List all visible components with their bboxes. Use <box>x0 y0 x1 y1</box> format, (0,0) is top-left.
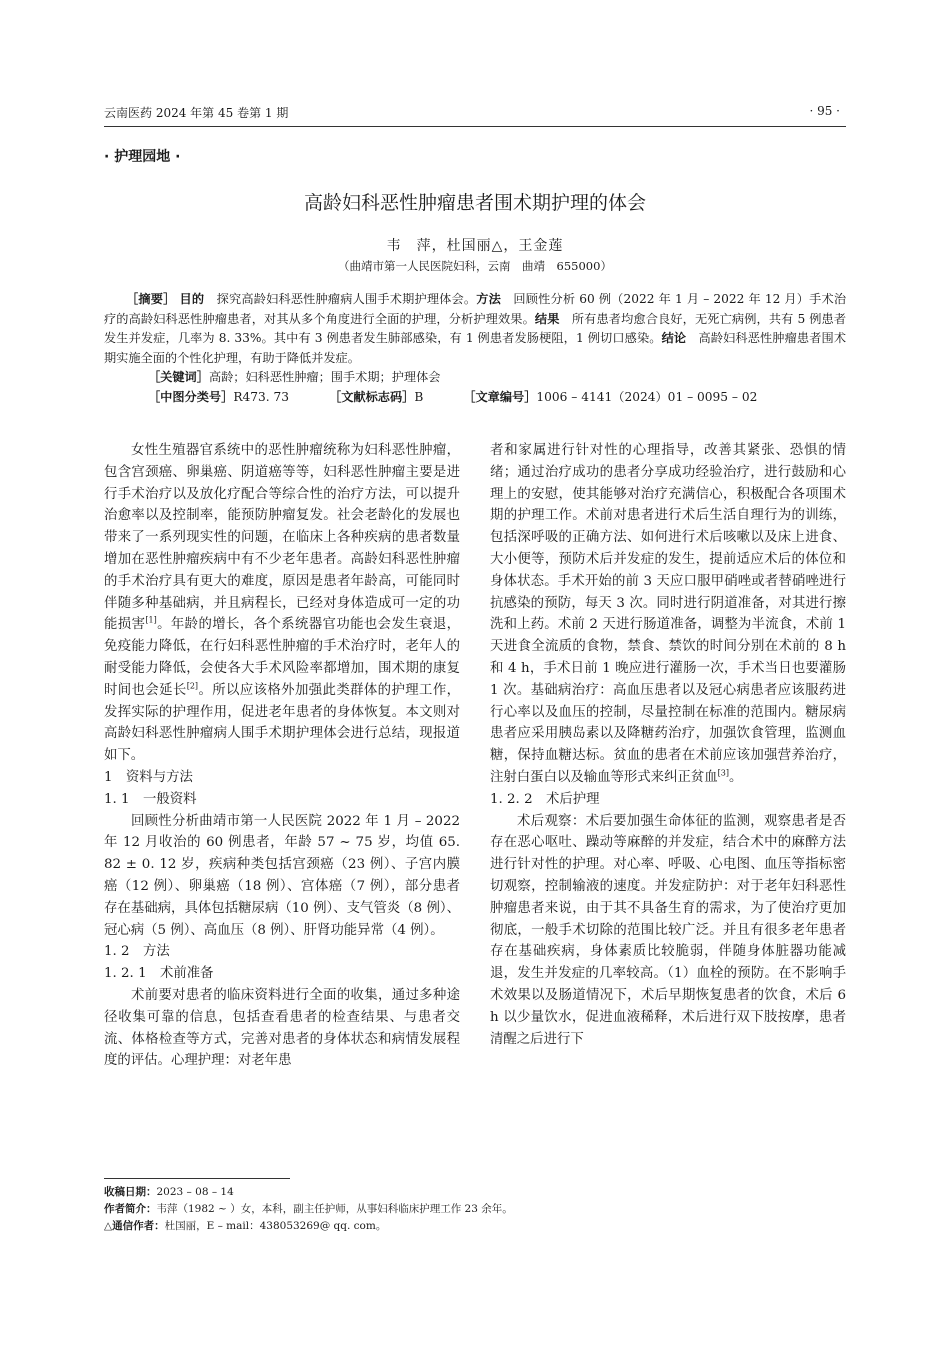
clc-label: ［中图分类号］ <box>148 389 234 404</box>
corresponding-label: △通信作者： <box>104 1220 165 1232</box>
intro-text-2: 。年龄的增长，各个系统器官功能也会发生衰退，免疫能力降低，在行妇科恶性肿瘤的手术治疗时，老年人的耐受能力降低，会使各大手术风险率都增加，围术期的康复时间也会延长 <box>104 617 460 698</box>
received-date-line <box>104 1184 513 1201</box>
heading-general-data: 1. 1 一般资料 <box>104 791 197 807</box>
affiliation: （曲靖市第一人民医院妇科，云南 曲靖 655000） <box>338 259 612 273</box>
page-number: · 95 · <box>809 104 840 118</box>
received-label: 收稿日期： <box>104 1186 157 1198</box>
journal-header: 云南医药 2024 年第 45 卷第 1 期 <box>104 106 289 120</box>
clc-value: R473. 73 <box>233 389 290 404</box>
author-bio-label: 作者简介： <box>104 1203 157 1215</box>
intro-paragraph <box>104 440 460 767</box>
heading-preop: 1. 2. 1 术前准备 <box>104 966 214 982</box>
heading-materials-methods: 1 资料与方法 <box>104 769 193 785</box>
postop-paragraph: 术后观察：术后要加强生命体征的监测，观察患者是否存在恶心呕吐、躁动等麻醉的并发症，结合术中的麻醉方法进行针对性的护理。对心率、呼吸、心电图、血压等指标密切观察，控制输液的速度。并发症防护：对于老年妇科恶性肿瘤患者来说，由于其不具备生育的需求，为了使治疗更加彻底，一般手术切除的范围比较广泛。并且有很多老年患者存在基础疾病，身体素质比较脆弱，伴随身体脏器功能减退，发生并发症的几率较高。（1）血栓的预防。在不影响手术效果以及肠道情况下，术后早期恢复患者的饮食，术后 6 h 以少量饮水，促进血液稀释，术后进行双下肢按摩，患者清醒之后进行下 <box>490 813 846 1047</box>
article-title: 高龄妇科恶性肿瘤患者围术期护理的体会 <box>303 192 646 214</box>
doc-code-label: ［文献标志码］ <box>329 389 415 404</box>
header-rule <box>104 126 846 127</box>
keywords-label: ［关键词］ <box>148 370 209 384</box>
purpose-text: 探究高龄妇科恶性肿瘤病人围手术期护理体会。 <box>216 292 477 306</box>
authors: 韦 萍，杜国丽△，王金莲 <box>386 238 564 254</box>
article-number-label: ［文章编号］ <box>463 389 537 404</box>
general-data-paragraph: 回顾性分析曲靖市第一人民医院 2022 年 1 月 – 2022 年 12 月收治的 60 例患者，年龄 57 ~ 75 岁，均值 65. 82 ± 0. 12 岁，疾病种类包括宫颈癌（23 例）、子宫内膜癌（12 例）、卵巢癌（18 例）、宫体癌（7 例），部分患者存在基础病，具体包括糖尿病（10 例）、支气管炎（8 例）、冠心病（5 例）、高血压（8 例）、肝肾功能异常（4 例）。 <box>104 813 460 938</box>
author-bio-value: 韦萍（1982 ~ ）女，本科，副主任护师，从事妇科临床护理工作 23 余年。 <box>156 1203 513 1215</box>
method-text: 回顾性分析 60 例（2022 年 1 月 – 2022 年 12 月）手术治疗的高龄妇科恶性肿瘤患者，对其从多个角度进行全面的护理，分析护理效果。 <box>104 292 847 326</box>
footnotes <box>104 1184 513 1235</box>
classification-line <box>104 388 846 408</box>
abstract-label: ［摘要］ <box>126 292 176 306</box>
intro-text-3: 。所以应该格外加强此类群体的护理工作，发挥实际的护理作用，促进老年患者的身体恢复。本文则对高龄妇科恶性肿瘤病人围手术期护理体会进行总结，现报道如下。 <box>104 682 460 764</box>
ref-1: [1] <box>145 615 157 625</box>
section-label: · 护理园地 · <box>104 149 181 165</box>
doc-code-value: B <box>414 389 424 404</box>
preop-paragraph: 术前要对患者的临床资料进行全面的收集，通过多种途径收集可靠的信息，包括查看患者的检查结果、与患者交流、体格检查等方式，完善对患者的身体状态和病情发展程度的评估。心理护理：对老年患 <box>104 987 460 1069</box>
right-column <box>490 440 846 1050</box>
left-column <box>104 440 460 1072</box>
result-label: 结果 <box>534 311 560 326</box>
received-value: 2023 – 08 – 14 <box>156 1186 234 1198</box>
conclusion-text: 高龄妇科恶性肿瘤患者围术期实施全面的个性化护理，有助于降低并发症。 <box>104 331 847 365</box>
ref-3: [3] <box>717 768 729 778</box>
purpose-label: 目的 <box>179 292 205 306</box>
preop-continued-paragraph <box>490 440 846 789</box>
result-text: 所有患者均愈合良好，无死亡病例，共有 5 例患者发生并发症，几率为 8. 33%。其中有 3 例患者发生肺部感染，有 1 例患者发肠梗阻，1 例切口感染。 <box>104 311 847 345</box>
abstract-text <box>104 290 846 368</box>
heading-postop: 1. 2. 2 术后护理 <box>490 791 600 807</box>
corresponding-value: 杜国丽，E – mail：438053269@ qq. com。 <box>164 1220 387 1232</box>
method-label: 方法 <box>476 292 502 306</box>
author-bio-line <box>104 1201 513 1218</box>
heading-methods: 1. 2 方法 <box>104 944 170 960</box>
keywords-text: 高龄；妇科恶性肿瘤；围手术期；护理体会 <box>208 370 441 384</box>
article-number-value: 1006 – 4141（2024）01 – 0095 – 02 <box>536 389 758 404</box>
conclusion-label: 结论 <box>661 331 687 345</box>
intro-text-1: 女性生殖器官系统中的恶性肿瘤统称为妇科恶性肿瘤，包含宫颈癌、卵巢癌、阴道癌等等，妇科恶性肿瘤主要是进行手术治疗以及放化疗配合等综合性的治疗方法，可以提升治愈率以及控制率，能预防肿瘤复发。社会老龄化的发展也带来了一系列现实性的问题，在临床上各种疾病的患者数量增加在恶性肿瘤疾病中有不少老年患者。高龄妇科恶性肿瘤的手术治疗具有更大的难度，原因是患者年龄高，可能同时伴随多种基础病，并且病程长，已经对身体造成可一定的功能损害 <box>104 443 460 633</box>
preop-continued-end: 。 <box>728 769 743 785</box>
footnote-rule <box>104 1178 290 1179</box>
corresponding-author-line <box>104 1218 513 1235</box>
ref-2: [2] <box>186 681 199 691</box>
keywords-line <box>104 368 846 388</box>
abstract-block <box>104 290 846 407</box>
preop-continued-text: 者和家属进行针对性的心理指导，改善其紧张、恐惧的情绪；通过治疗成功的患者分享成功经验治疗，进行鼓励和心理上的安慰，使其能够对治疗充满信心，积极配合各项围术期的护理工作。术前对患者进行术后生活自理行为的训练，包括深呼吸的正确方法、如何进行术后咳嗽以及床上进食、大小便等，预防术后并发症的发生，提前适应术后的体位和身体状态。手术开始的前 3 天应口服甲硝唑或者替硝唑进行抗感染的预防，每天 3 次。同时进行阴道准备，对其进行擦洗和上药。术前 2 天进行肠道准备，调整为半流食，术前 1 天进食全流质的食物，禁食、禁饮的时间分别在术前的 8 h 和 4 h，手术日前 1 晚应进行灌肠一次，手术当日也要灌肠 1 次。基础病治疗：高血压患者以及冠心病患者应该服药进行心率以及血压的控制，尽量控制在标准的范围内。糖尿病患者应采用胰岛素以及降糖药治疗，加强饮食管理，监测血糖，保持血糖达标。贫血的患者在术前应该加强营养治疗，注射白蛋白以及输血等形式来纠正贫血 <box>490 443 846 785</box>
